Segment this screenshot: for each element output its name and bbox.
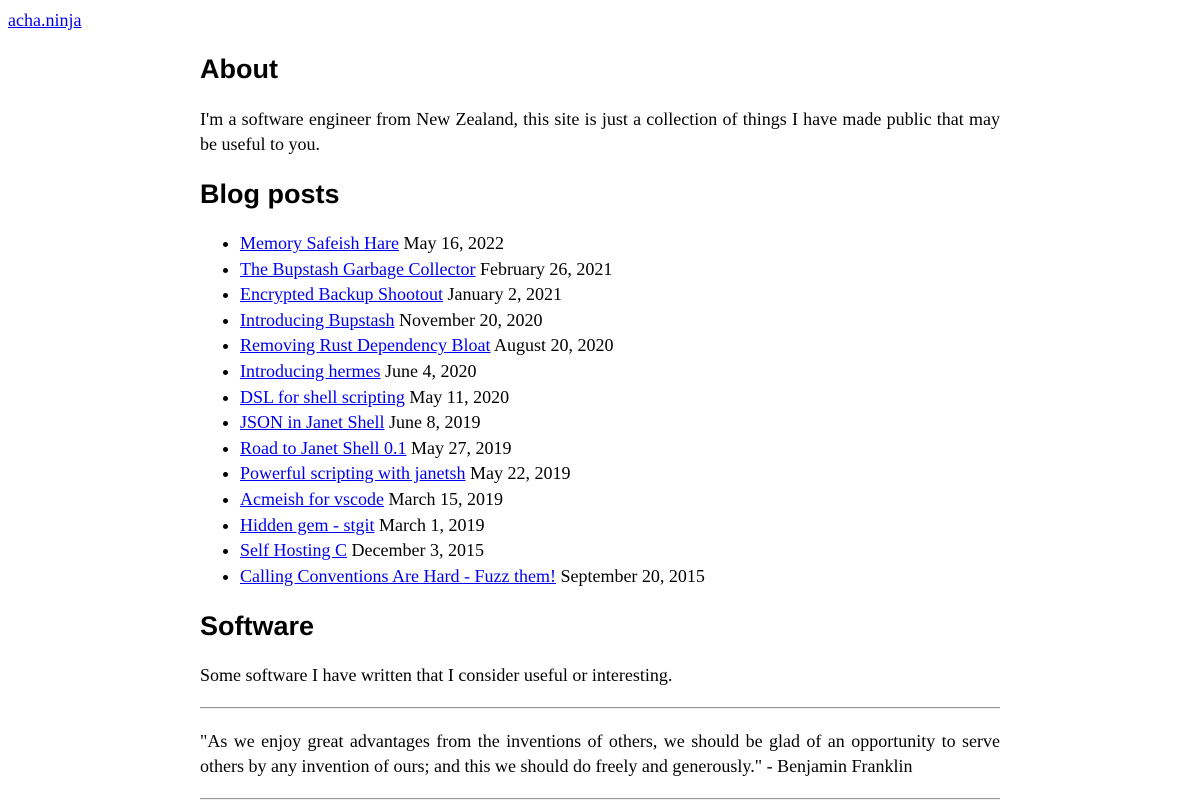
blog-post-item xyxy=(240,333,1040,359)
blog-post-date: January 2, 2021 xyxy=(447,284,562,305)
blog-post-link[interactable]: DSL for shell scripting xyxy=(240,386,405,407)
blog-post-item xyxy=(240,436,1040,462)
about-heading: About xyxy=(200,54,278,84)
blog-post-date: February 26, 2021 xyxy=(479,258,613,279)
blog-post-item xyxy=(240,231,1040,257)
blog-post-date: May 11, 2020 xyxy=(409,386,510,407)
blog-post-item xyxy=(240,564,1040,590)
site-home-link[interactable]: acha.ninja xyxy=(8,10,82,30)
blog-post-link[interactable]: Introducing Bupstash xyxy=(240,309,395,330)
about-text: I'm a software engineer from New Zealand, this site is just a collection of things I have made public that may be useful to you. xyxy=(200,109,1000,154)
blog-post-item xyxy=(240,410,1040,436)
software-text: Some software I have written that I consider useful or interesting. xyxy=(200,665,673,685)
blog-post-date: March 15, 2019 xyxy=(388,488,503,509)
blog-post-date: March 1, 2019 xyxy=(378,514,485,535)
blog-post-date: June 4, 2020 xyxy=(384,360,477,381)
blog-post-item xyxy=(240,282,1040,308)
blog-post-date: June 8, 2019 xyxy=(389,412,481,433)
blog-post-list xyxy=(200,231,1040,589)
blog-post-date: December 3, 2015 xyxy=(351,540,484,561)
blog-post-link[interactable]: Introducing hermes xyxy=(240,360,381,381)
divider xyxy=(200,707,1000,709)
blog-post-item xyxy=(240,513,1040,539)
blog-post-date: May 27, 2019 xyxy=(410,437,512,458)
blog-post-item xyxy=(240,538,1040,564)
blog-post-link[interactable]: Encrypted Backup Shootout xyxy=(240,284,443,305)
blog-post-date: November 20, 2020 xyxy=(399,309,543,330)
blog-post-link[interactable]: Acmeish for vscode xyxy=(240,488,384,509)
blog-post-date: September 20, 2015 xyxy=(560,565,705,586)
blog-post-date: May 16, 2022 xyxy=(403,233,504,253)
blog-posts-heading: Blog posts xyxy=(200,179,340,209)
blog-post-date: August 20, 2020 xyxy=(493,335,614,356)
blog-post-item xyxy=(240,487,1040,513)
blog-post-link[interactable]: The Bupstash Garbage Collector xyxy=(240,258,476,279)
blog-post-link[interactable]: JSON in Janet Shell xyxy=(240,412,385,433)
blog-post-link[interactable]: Powerful scripting with janetsh xyxy=(240,463,466,484)
footer-quote: "As we enjoy great advantages from the inventions of others, we should be glad of an opportunity to serve others by any invention of ours; and this we should do freely and generously." - Benjamin Franklin xyxy=(200,731,1000,776)
software-heading: Software xyxy=(200,611,315,641)
blog-post-link[interactable]: Removing Rust Dependency Bloat xyxy=(240,335,491,356)
blog-post-item xyxy=(240,257,1040,283)
blog-post-date: May 22, 2019 xyxy=(469,463,571,484)
blog-post-item xyxy=(240,308,1040,334)
blog-post-item xyxy=(240,359,1040,385)
blog-post-link[interactable]: Road to Janet Shell 0.1 xyxy=(240,437,407,458)
blog-post-item xyxy=(240,385,1040,411)
blog-post-item xyxy=(240,461,1040,487)
blog-post-link[interactable]: Hidden gem - stgit xyxy=(240,514,375,535)
blog-post-link[interactable]: Memory Safeish Hare xyxy=(240,233,399,253)
blog-post-link[interactable]: Calling Conventions Are Hard - Fuzz them! xyxy=(240,565,556,586)
blog-post-link[interactable]: Self Hosting C xyxy=(240,540,348,561)
